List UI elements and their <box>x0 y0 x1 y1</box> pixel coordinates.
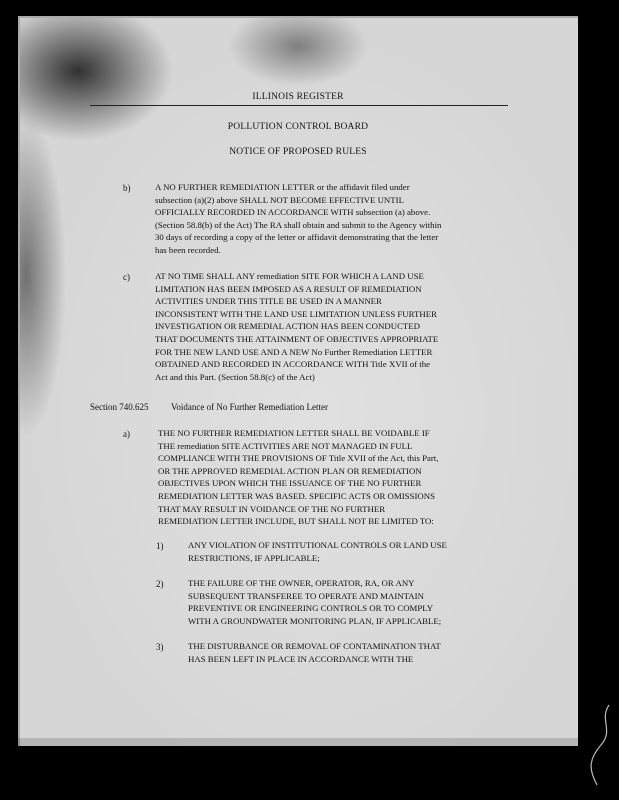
list-item-text: THE FAILURE OF THE OWNER, OPERATOR, RA, OR ANY SUBSEQUENT TRANSFEREE TO OPERATE AND MAINTAIN PREVENTIVE OR ENGINEERING CONTROLS OR TO COMPLY WITH A GROUNDWATER MONITORING PLAN, IF APPLICABLE; <box>188 578 442 626</box>
list-item-text: THE DISTURBANCE OR REMOVAL OF CONTAMINATION THAT HAS BEEN LEFT IN PLACE IN ACCORDANCE WITH THE <box>188 641 441 664</box>
paragraph-text: AT NO TIME SHALL ANY remediation SITE FOR WHICH A LAND USE LIMITATION HAS BEEN IMPOSED AS A RESULT OF REMEDIATION ACTIVITIES UNDER THIS TITLE BE USED IN A MANNER INCONSISTENT WITH THE LAND USE LIMITATION UNLESS FURTHER INVESTIGATION OR REMEDIAL ACTION HAS BEEN CONDUCTED THAT DOCUMENTS THE ATTAINMENT OF OBJECTIVES APPROPRIATE FOR THE NEW LAND USE AND A NEW No Further Remediation LETTER OBTAINED AND RECORDED IN ACCORDANCE WITH Title XVII of the Act and this Part. (Section 58.8(c) of the Act) <box>155 271 439 382</box>
board-title: POLLUTION CONTROL BOARD <box>227 122 369 132</box>
page-edge-shadow <box>18 738 578 746</box>
scribble-mark <box>579 700 619 790</box>
list-item-label: 1) <box>156 541 164 551</box>
notice-title: NOTICE OF PROPOSED RULES <box>229 147 367 157</box>
list-item-text: ANY VIOLATION OF INSTITUTIONAL CONTROLS OR LAND USE RESTRICTIONS, IF APPLICABLE; <box>188 540 447 563</box>
document-page <box>18 16 578 746</box>
paragraph-text: A NO FURTHER REMEDIATION LETTER or the affidavit filed under subsection (a)(2) above SHALL NOT BECOME EFFECTIVE UNTIL OFFICIALLY RECORDED IN ACCORDANCE WITH subsection (a) above. (Section 58.8(b) of the Act) The RA shall obtain and submit to the Agency within 30 days of recording a copy of the letter or affidavit demonstrating that the letter has been recorded. <box>155 182 442 255</box>
section-title: Voidance of No Further Remediation Letter <box>171 402 329 412</box>
list-item-label: 2) <box>156 579 164 589</box>
section-number: Section 740.625 <box>90 402 149 412</box>
header-rule <box>90 105 508 106</box>
paragraph-label: c) <box>123 272 130 282</box>
list-item-label: 3) <box>156 642 164 652</box>
paragraph-text: THE NO FURTHER REMEDIATION LETTER SHALL BE VOIDABLE IF THE remediation SITE ACTIVITIES ARE NOT MANAGED IN FULL COMPLIANCE WITH THE PROVISIONS OF Title XVII of the Act, this Part, OR THE APPROVED REMEDIAL ACTION PLAN OR REMEDIATION OBJECTIVES UPON WHICH THE ISSUANCE OF THE NO FURTHER REMEDIATION LETTER WAS BASED. SPECIFIC ACTS OR OMISSIONS THAT MAY RESULT IN VOIDANCE OF THE NO FURTHER REMEDIATION LETTER INCLUDE, BUT SHALL NOT BE LIMITED TO: <box>158 428 439 527</box>
paragraph-label: a) <box>123 429 130 439</box>
register-title: ILLINOIS REGISTER <box>252 92 344 102</box>
paragraph-label: b) <box>123 183 131 193</box>
